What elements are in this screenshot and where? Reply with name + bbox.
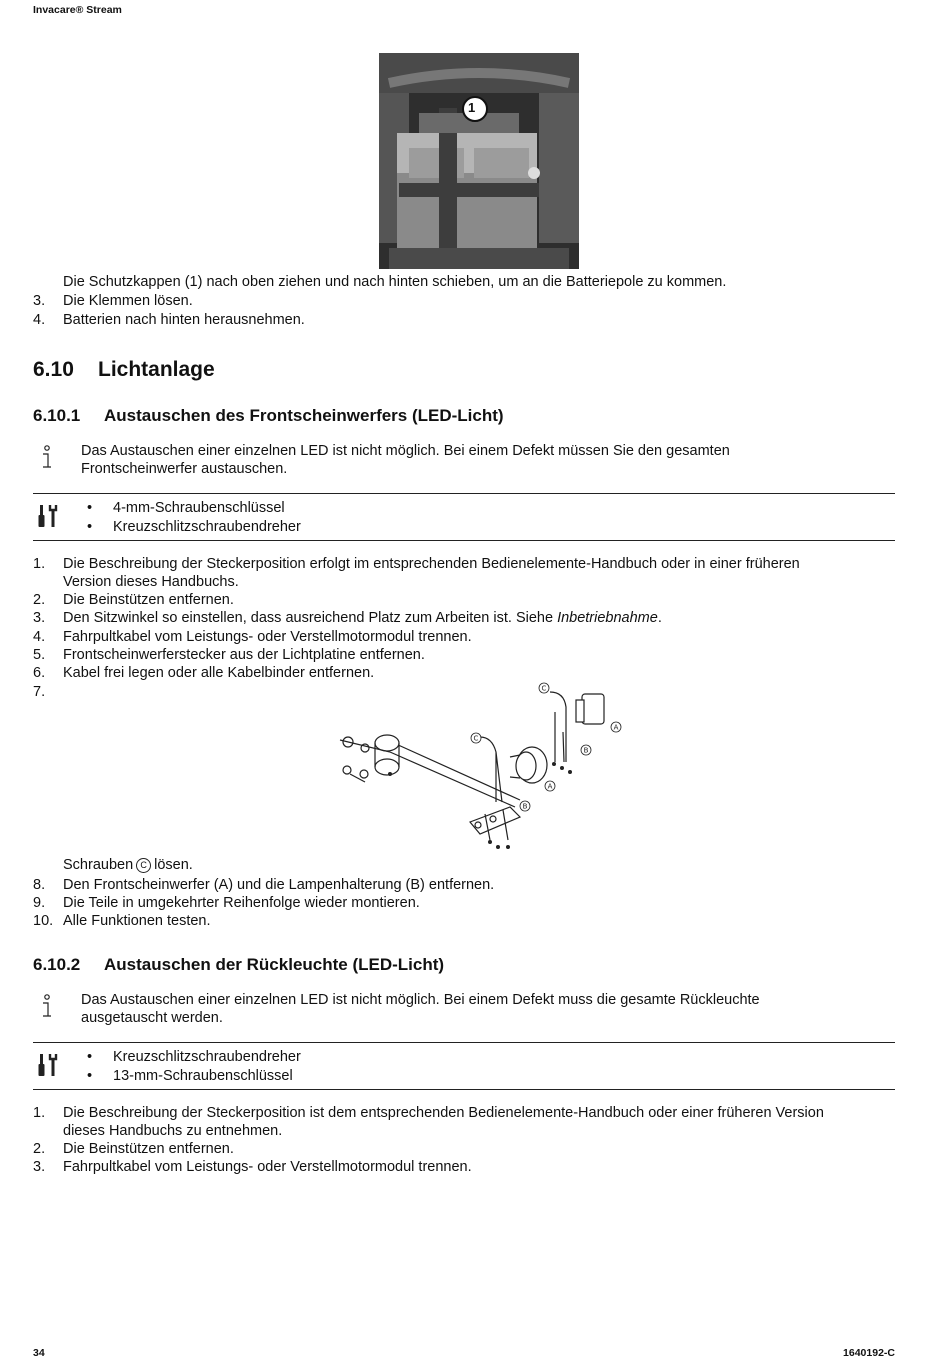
step-text: Frontscheinwerferstecker aus der Lichtplatine entfernen.	[63, 647, 425, 663]
screw-symbol-c: C	[136, 858, 151, 873]
step-text: Kabel frei legen oder alle Kabelbinder entfernen.	[63, 665, 375, 681]
divider	[33, 493, 895, 494]
headlight-assembly-figure	[330, 682, 630, 857]
photo-callout: 1	[468, 100, 476, 115]
intro-step-num: 3.	[33, 293, 46, 309]
step-num: 2.	[33, 1141, 46, 1157]
figure-label-c: C	[541, 684, 547, 693]
step-text: Den Sitzwinkel so einstellen, dass ausreichend Platz zum Arbeiten ist. Siehe Inbetriebnahme.	[63, 610, 662, 626]
note-line: ausgetauscht werden.	[81, 1010, 223, 1026]
step-text: Version dieses Handbuchs.	[63, 574, 239, 590]
divider	[33, 1089, 895, 1090]
figure-label-b: B	[583, 746, 589, 755]
document-number: 1640192-C	[843, 1347, 895, 1359]
step-num: 4.	[33, 629, 46, 645]
tools-icon	[38, 1052, 60, 1078]
info-icon	[40, 444, 54, 470]
section-title: Lichtanlage	[98, 358, 215, 381]
step-text: dieses Handbuchs zu entnehmen.	[63, 1123, 283, 1139]
figure-label-b: B	[522, 802, 528, 811]
subsection-heading	[33, 955, 444, 975]
figure-label-a: A	[613, 723, 619, 732]
figure-label-a: A	[547, 782, 553, 791]
step-num: 7.	[33, 684, 46, 700]
step-num: 3.	[33, 1159, 46, 1175]
step-num: 8.	[33, 877, 46, 893]
subsection-title: Austauschen des Frontscheinwerfers (LED-Licht)	[104, 406, 504, 425]
step-num: 2.	[33, 592, 46, 608]
running-header: Invacare® Stream	[33, 4, 122, 16]
intro-step-num: 4.	[33, 312, 46, 328]
step-num: 1.	[33, 1105, 46, 1121]
step-num: 3.	[33, 610, 46, 626]
step-num: 6.	[33, 665, 46, 681]
battery-photo	[379, 53, 579, 269]
intro-step-text: Batterien nach hinten herausnehmen.	[63, 312, 305, 328]
note-line: Das Austauschen einer einzelnen LED ist nicht möglich. Bei einem Defekt müssen Sie den gesamten	[81, 443, 730, 459]
subsection-number: 6.10.2	[33, 955, 81, 974]
step-text: Fahrpultkabel vom Leistungs- oder Verstellmotormodul trennen.	[63, 1159, 472, 1175]
note-line: Das Austauschen einer einzelnen LED ist nicht möglich. Bei einem Defekt muss die gesamte Rückleuchte	[81, 992, 760, 1008]
page-number: 34	[33, 1347, 45, 1359]
step-text: Die Teile in umgekehrter Reihenfolge wieder montieren.	[63, 895, 420, 911]
step-text: Die Beschreibung der Steckerposition erfolgt im entsprechenden Bedienelemente-Handbuch oder in einer früheren	[63, 556, 800, 572]
tools-icon	[38, 503, 60, 529]
step-num: 9.	[33, 895, 46, 911]
subsection-heading	[33, 406, 504, 426]
step-num: 10.	[33, 913, 54, 929]
step-text: Die Beinstützen entfernen.	[63, 592, 234, 608]
note-line: Frontscheinwerfer austauschen.	[81, 461, 288, 477]
step-text: Alle Funktionen testen.	[63, 913, 211, 929]
subsection-number: 6.10.1	[33, 406, 81, 425]
step-num: 5.	[33, 647, 46, 663]
step-text: Die Beschreibung der Steckerposition ist dem entsprechenden Bedienelemente-Handbuch oder einer früheren Version	[63, 1105, 824, 1121]
step-text: Den Frontscheinwerfer (A) und die Lampenhalterung (B) entfernen.	[63, 877, 495, 893]
intro-step-text: Die Schutzkappen (1) nach oben ziehen und nach hinten schieben, um an die Batteriepole zu kommen.	[63, 274, 727, 290]
section-heading	[33, 358, 215, 382]
intro-step-text: Die Klemmen lösen.	[63, 293, 193, 309]
figure-label-c: C	[473, 734, 479, 743]
divider	[33, 1042, 895, 1043]
step-text: Die Beinstützen entfernen.	[63, 1141, 234, 1157]
subsection-title: Austauschen der Rückleuchte (LED-Licht)	[104, 955, 445, 974]
step-num: 1.	[33, 556, 46, 572]
divider	[33, 540, 895, 541]
step-text: Fahrpultkabel vom Leistungs- oder Verstellmotormodul trennen.	[63, 629, 472, 645]
step-text: Schrauben C lösen.	[63, 857, 193, 873]
section-number: 6.10	[33, 358, 74, 381]
info-icon	[40, 993, 54, 1019]
